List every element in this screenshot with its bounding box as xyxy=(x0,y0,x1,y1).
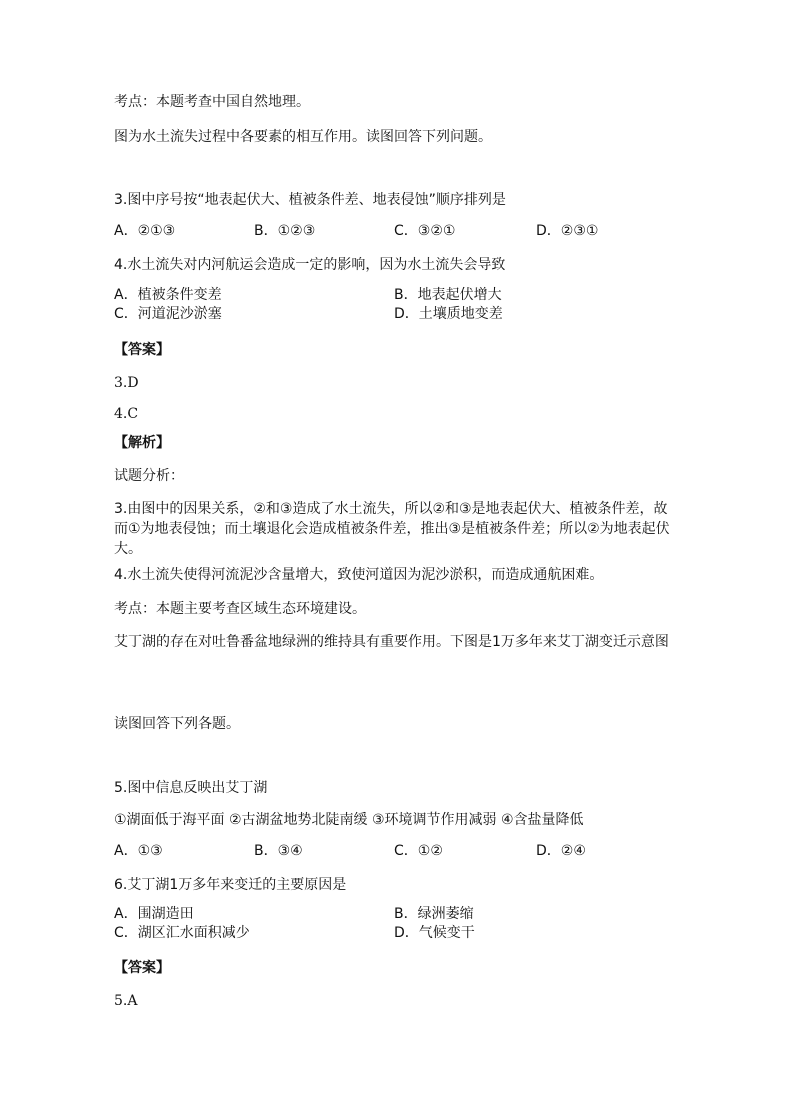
question-3-option-d[interactable]: D．②③① xyxy=(536,223,599,239)
answer-4: 4.C xyxy=(114,406,139,422)
question-4-option-a[interactable]: A．植被条件变差 xyxy=(114,287,222,303)
analysis-paragraph-3: 3.由图中的因果关系，②和③造成了水土流失，所以②和③是地表起伏大、植被条件差，故而①为地表侵蚀；而土壤退化会造成植被条件差，推出③是植被条件差；所以②为地表起伏大。 xyxy=(114,501,670,557)
question-6-stem: 6.艾丁湖1万多年来变迁的主要原因是 xyxy=(114,877,347,893)
answer-3: 3.D xyxy=(114,375,139,391)
analysis-label: 【解析】 xyxy=(114,435,170,451)
question-6-option-c[interactable]: C．湖区汇水面积减少 xyxy=(114,925,250,941)
exam-point-note-2: 考点：本题主要考查区域生态环境建设。 xyxy=(114,601,366,617)
answer-label-2: 【答案】 xyxy=(114,960,170,976)
question-3-option-a[interactable]: A．②①③ xyxy=(114,223,176,239)
question-6-option-d[interactable]: D．气候变干 xyxy=(394,925,475,941)
question-3-stem: 3.图中序号按“地表起伏大、植被条件差、地表侵蚀”顺序排列是 xyxy=(114,192,506,208)
question-3-option-c[interactable]: C．③②① xyxy=(394,223,456,239)
analysis-paragraph-4: 4.水土流失使得河流泥沙含量增大，致使河道因为泥沙淤积，而造成通航困难。 xyxy=(114,567,604,583)
read-instruction: 读图回答下列各题。 xyxy=(114,716,240,732)
question-3-option-b[interactable]: B．①②③ xyxy=(254,223,316,239)
question-5-stem: 5.图中信息反映出艾丁湖 xyxy=(114,780,268,796)
question-5-option-a[interactable]: A．①③ xyxy=(114,843,163,859)
question-4-stem: 4.水土流失对内河航运会造成一定的影响，因为水土流失会导致 xyxy=(114,257,506,273)
question-4-option-d[interactable]: D．土壤质地变差 xyxy=(394,306,503,322)
question-5-option-c[interactable]: C．①② xyxy=(394,843,443,859)
lake-intro: 艾丁湖的存在对吐鲁番盆地绿洲的维持具有重要作用。下图是1万多年来艾丁湖变迁示意图 xyxy=(114,634,669,650)
question-intro: 图为水土流失过程中各要素的相互作用。读图回答下列问题。 xyxy=(114,129,492,145)
answer-5: 5.A xyxy=(114,993,138,1009)
question-6-option-a[interactable]: A．围湖造田 xyxy=(114,906,194,922)
analysis-title: 试题分析： xyxy=(114,468,184,484)
question-4-option-c[interactable]: C．河道泥沙淤塞 xyxy=(114,306,222,322)
question-5-option-d[interactable]: D．②④ xyxy=(536,843,586,859)
question-5-statements: ①湖面低于海平面 ②古湖盆地势北陡南缓 ③环境调节作用减弱 ④含盐量降低 xyxy=(114,812,584,828)
question-4-option-b[interactable]: B．地表起伏增大 xyxy=(394,287,502,303)
exam-point-note: 考点：本题考查中国自然地理。 xyxy=(114,94,310,110)
answer-label: 【答案】 xyxy=(114,342,170,358)
question-5-option-b[interactable]: B．③④ xyxy=(254,843,303,859)
question-6-option-b[interactable]: B．绿洲萎缩 xyxy=(394,906,474,922)
